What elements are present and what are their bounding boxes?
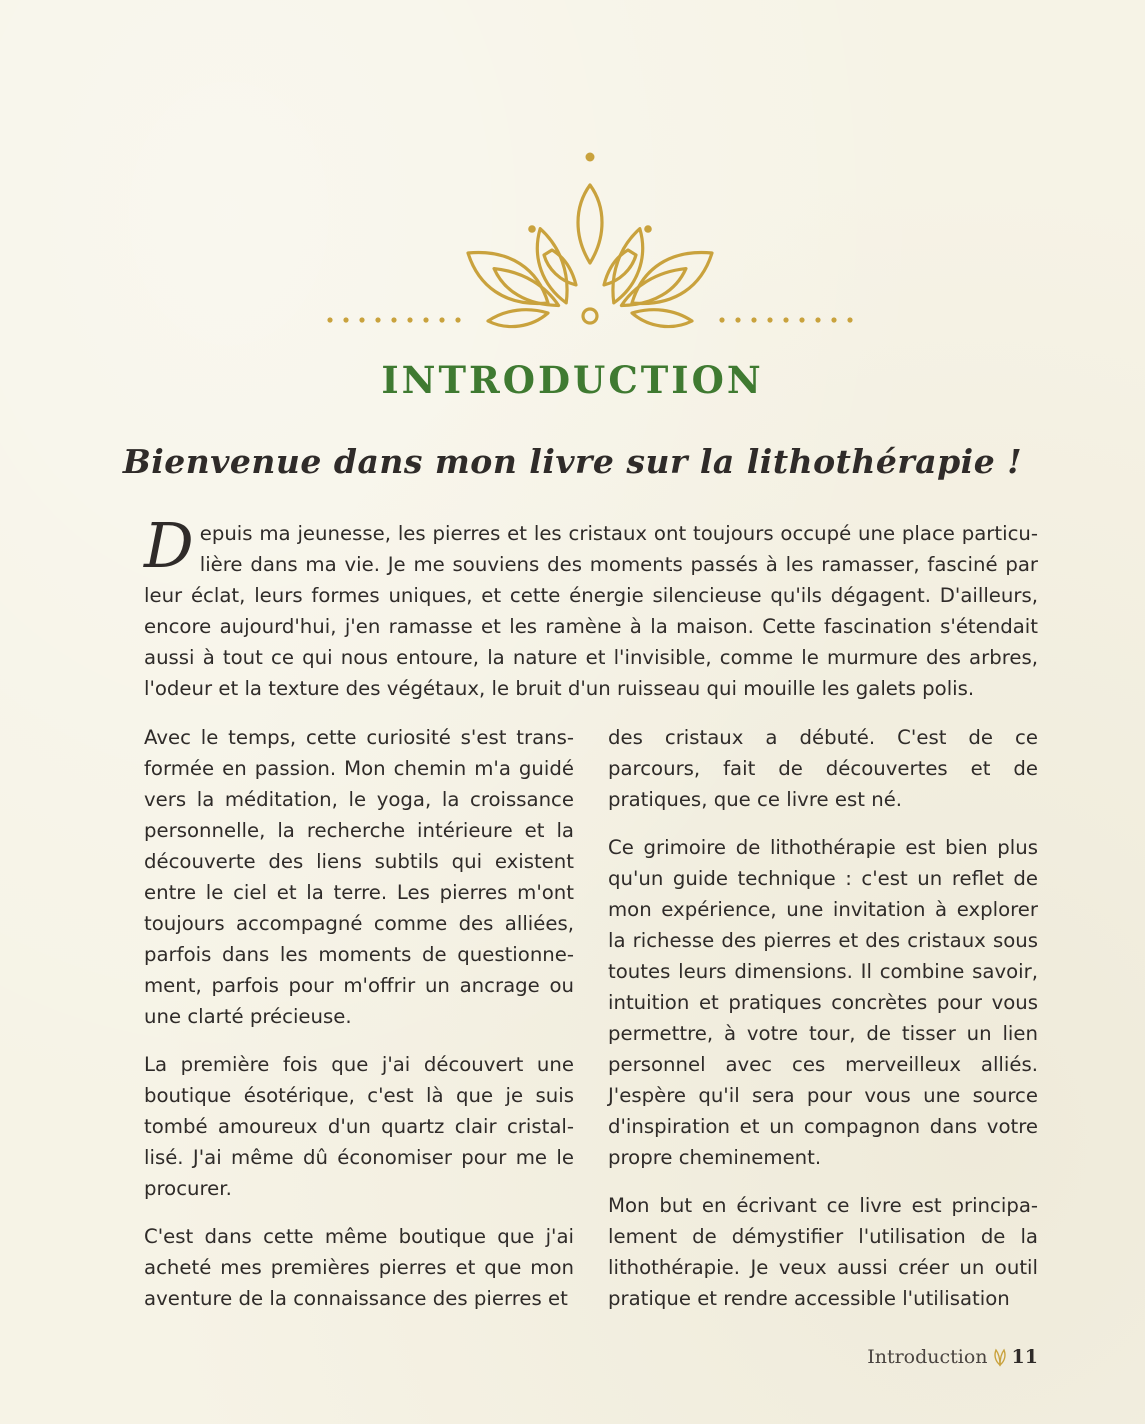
body-paragraph: des cristaux a débuté. C'est de ce parcours, fait de découvertes et de pratiques, que ce livre est né. [608, 726, 1038, 811]
body-paragraph: C'est dans cette même boutique que j'ai acheté mes premières pierres et que mon aventure de la connaissance des pierres et [144, 1225, 574, 1310]
drop-cap: D [144, 509, 194, 582]
page-number: 11 [1011, 1346, 1038, 1368]
chapter-subtitle: Bienvenue dans mon livre sur la lithothérapie ! [122, 442, 1023, 481]
body-paragraph: La première fois que j'ai découvert une boutique ésotérique, c'est là que je suis tombé amoureux d'un quartz clair cristallisé. J'ai même dû économiser pour me le procurer. [144, 1053, 574, 1200]
chapter-title: INTRODUCTION [381, 358, 764, 402]
body-paragraph: Ce grimoire de lithothérapie est bien plus qu'un guide technique : c'est un reflet de mon expérience, une invitation à explorer la richesse des pierres et des cristaux sous toutes leurs dimensions. Il combine savoir, intuition et pratiques concrètes pour vous permettre, à votre tour, de tisser un lien personnel avec ces merveilleux alliés. J'espère qu'il sera pour vous une source d'inspiration et un compagnon dans votre propre cheminement. [608, 836, 1038, 1169]
intro-text: epuis ma jeunesse, les pierres et les cristaux ont toujours occupé une place particulière dans ma vie. Je me souviens des moments passés à les ramasser, fasciné par leur éclat, leurs formes uniques, et cette énergie silencieuse qu'ils dégagent. D'ailleurs, encore aujourd'hui, j'en ramasse et les ramène à la maison. Cette fascination s'étendait aussi à tout ce qui nous entoure, la nature et l'invisible, comme le murmure des arbres, l'odeur et la texture des végétaux, le bruit d'un ruisseau qui mouille les galets polis. [144, 522, 1038, 700]
footer-section-label: Introduction [867, 1346, 988, 1368]
left-column [144, 722, 574, 1331]
lotus-ornament-icon [320, 145, 860, 335]
page-footer [867, 1346, 1038, 1368]
leaf-icon [992, 1347, 1008, 1367]
body-paragraph: Avec le temps, cette curiosité s'est transformée en passion. Mon chemin m'a guidé vers la méditation, le yoga, la croissance personnelle, la recherche intérieure et la découverte des liens subtils qui existent entre le ciel et la terre. Les pierres m'ont toujours accompagné comme des alliées, parfois dans les moments de questionnement, parfois pour m'offrir un ancrage ou une clarté précieuse. [144, 726, 574, 1028]
intro-paragraph [144, 509, 1038, 704]
right-column [608, 722, 1038, 1331]
body-paragraph: Mon but en écrivant ce livre est principalement de démystifier l'utilisation de la lithothérapie. Je veux aussi créer un outil pratique et rendre accessible l'utilisation [608, 1194, 1038, 1310]
